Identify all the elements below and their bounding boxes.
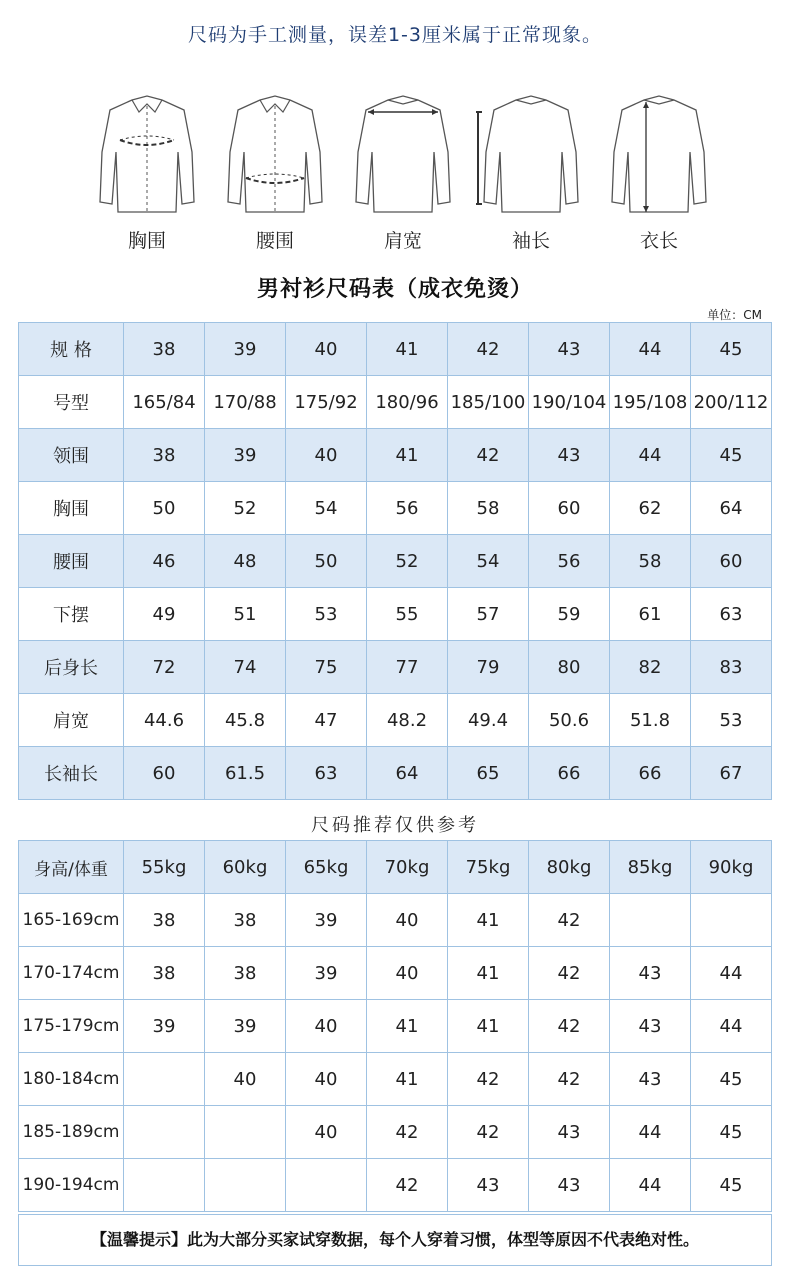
waist-figure [220,92,330,262]
table-cell: 41 [367,429,448,482]
table-cell: 55 [367,588,448,641]
chest-figure [92,92,202,262]
table-cell: 60 [691,535,772,588]
table-cell: 46 [124,535,205,588]
table-cell: 165/84 [124,376,205,429]
table-cell: 39 [205,1000,286,1053]
table-cell: 39 [286,947,367,1000]
table-cell: 42 [448,429,529,482]
table-cell: 51 [205,588,286,641]
column-header-cell: 55kg [124,841,205,894]
table-cell: 38 [124,947,205,1000]
table-cell: 43 [610,947,691,1000]
table-cell: 44 [610,1159,691,1212]
table-cell: 52 [367,535,448,588]
table-cell: 39 [205,429,286,482]
table-cell: 42 [367,1106,448,1159]
table-row [19,1159,772,1212]
table-cell: 180/96 [367,376,448,429]
recommend-table [18,840,772,1212]
table-cell: 51.8 [610,694,691,747]
table-cell: 75 [286,641,367,694]
table-cell: 39 [205,323,286,376]
table-cell: 65 [448,747,529,800]
row-header-cell: 规 格 [19,323,124,376]
table-cell: 60 [124,747,205,800]
table-cell: 59 [529,588,610,641]
table-cell: 43 [529,1159,610,1212]
table-row [19,376,772,429]
chest-label: 胸围 [127,230,166,252]
table-cell [610,894,691,947]
row-header-cell: 领围 [19,429,124,482]
column-header-cell: 80kg [529,841,610,894]
column-header-cell: 90kg [691,841,772,894]
table-cell: 77 [367,641,448,694]
table-cell: 38 [124,323,205,376]
table-cell: 41 [367,323,448,376]
measurement-figures [92,92,712,262]
shoulder-figure [348,92,458,262]
row-header-cell: 长袖长 [19,747,124,800]
table-cell: 45 [691,323,772,376]
table-cell: 74 [205,641,286,694]
recommend-table-title: 尺码推荐仅供参考 [311,815,479,836]
table-cell: 40 [286,1053,367,1106]
table-row [19,947,772,1000]
table-cell: 42 [367,1159,448,1212]
length-figure [604,92,714,262]
table-cell: 50 [124,482,205,535]
table-cell: 45 [691,429,772,482]
table-cell: 48.2 [367,694,448,747]
row-header-cell: 190-194cm [19,1159,124,1212]
shirt-sleeve-measure-icon [476,92,586,220]
table-cell [691,894,772,947]
table-cell: 42 [448,323,529,376]
table-row [19,1053,772,1106]
unit-label: 单位：CM [707,308,762,322]
table-cell: 40 [286,1106,367,1159]
table-cell: 54 [448,535,529,588]
table-cell: 39 [286,894,367,947]
table-cell: 41 [448,894,529,947]
table-cell: 83 [691,641,772,694]
table-cell: 49.4 [448,694,529,747]
table-cell: 38 [205,894,286,947]
row-header-cell: 腰围 [19,535,124,588]
shirt-waist-measure-icon [220,92,330,220]
table-cell: 67 [691,747,772,800]
table-cell: 38 [124,429,205,482]
table-cell: 62 [610,482,691,535]
sleeve-figure [476,92,586,262]
table-cell: 200/112 [691,376,772,429]
table-cell: 66 [610,747,691,800]
row-header-cell: 号型 [19,376,124,429]
table-cell: 66 [529,747,610,800]
table-cell: 56 [367,482,448,535]
table-cell: 42 [448,1106,529,1159]
table-row [19,588,772,641]
column-header-cell: 65kg [286,841,367,894]
table-cell: 64 [367,747,448,800]
table-cell: 39 [124,1000,205,1053]
row-header-cell: 170-174cm [19,947,124,1000]
table-row [19,747,772,800]
table-cell: 43 [529,1106,610,1159]
table-cell: 44 [610,1106,691,1159]
table-cell: 44 [691,1000,772,1053]
row-header-cell: 180-184cm [19,1053,124,1106]
table-cell: 79 [448,641,529,694]
table-cell [205,1106,286,1159]
table-cell: 52 [205,482,286,535]
table-cell: 44 [610,323,691,376]
row-header-cell: 175-179cm [19,1000,124,1053]
column-header-cell: 60kg [205,841,286,894]
table-cell: 43 [529,429,610,482]
table-cell: 61.5 [205,747,286,800]
table-header-row [19,841,772,894]
row-header-cell: 肩宽 [19,694,124,747]
table-cell [124,1106,205,1159]
table-row [19,323,772,376]
table-cell: 40 [205,1053,286,1106]
column-header-cell: 70kg [367,841,448,894]
table-cell: 45 [691,1106,772,1159]
table-cell: 44.6 [124,694,205,747]
table-cell: 80 [529,641,610,694]
table-cell: 45 [691,1159,772,1212]
table-cell: 47 [286,694,367,747]
shirt-shoulder-measure-icon [348,92,458,220]
table-row [19,429,772,482]
table-cell: 53 [691,694,772,747]
table-row [19,641,772,694]
table-cell: 43 [529,323,610,376]
table-cell: 195/108 [610,376,691,429]
table-cell: 38 [205,947,286,1000]
table-cell: 63 [286,747,367,800]
measurement-note: 尺码为手工测量，误差1-3厘米属于正常现象。 [187,24,603,46]
table-cell: 64 [691,482,772,535]
table-cell [124,1159,205,1212]
column-header-cell: 85kg [610,841,691,894]
table-row [19,482,772,535]
table-cell: 56 [529,535,610,588]
table-cell: 40 [367,894,448,947]
row-header-cell: 胸围 [19,482,124,535]
table-cell: 63 [691,588,772,641]
table-cell: 45.8 [205,694,286,747]
table-row [19,894,772,947]
table-cell: 61 [610,588,691,641]
table-cell: 44 [610,429,691,482]
table-cell: 42 [529,894,610,947]
shirt-length-measure-icon [604,92,714,220]
table-cell: 170/88 [205,376,286,429]
table-cell: 58 [448,482,529,535]
table-cell: 38 [124,894,205,947]
table-cell: 44 [691,947,772,1000]
column-header-cell: 75kg [448,841,529,894]
table-cell: 45 [691,1053,772,1106]
table-cell: 40 [367,947,448,1000]
table-row [19,1106,772,1159]
table-cell: 43 [610,1000,691,1053]
table-cell: 42 [529,947,610,1000]
table-cell [286,1159,367,1212]
table-cell [124,1053,205,1106]
tip-note: 【温馨提示】此为大部分买家试穿数据，每个人穿着习惯，体型等原因不代表绝对性。 [18,1214,772,1266]
table-cell: 41 [448,1000,529,1053]
table-cell: 41 [367,1000,448,1053]
table-cell: 190/104 [529,376,610,429]
table-row [19,694,772,747]
length-label: 衣长 [639,230,678,252]
table-cell: 50 [286,535,367,588]
table-cell: 185/100 [448,376,529,429]
table-row [19,535,772,588]
table-cell: 175/92 [286,376,367,429]
table-cell: 60 [529,482,610,535]
row-header-cell: 165-169cm [19,894,124,947]
size-table-title: 男衬衫尺码表（成衣免烫） [256,277,533,302]
table-cell: 42 [448,1053,529,1106]
table-row [19,1000,772,1053]
table-cell: 48 [205,535,286,588]
size-table [18,322,772,800]
table-cell: 49 [124,588,205,641]
table-cell: 41 [448,947,529,1000]
row-header-cell: 后身长 [19,641,124,694]
table-cell [205,1159,286,1212]
column-header-cell: 身高/体重 [19,841,124,894]
waist-label: 腰围 [255,230,294,252]
table-cell: 58 [610,535,691,588]
table-cell: 82 [610,641,691,694]
table-cell: 41 [367,1053,448,1106]
table-cell: 43 [448,1159,529,1212]
table-cell: 43 [610,1053,691,1106]
table-cell: 42 [529,1053,610,1106]
table-cell: 42 [529,1000,610,1053]
table-cell: 54 [286,482,367,535]
table-cell: 40 [286,1000,367,1053]
sleeve-label: 袖长 [511,230,550,252]
shoulder-label: 肩宽 [383,230,422,252]
row-header-cell: 下摆 [19,588,124,641]
table-cell: 53 [286,588,367,641]
table-cell: 40 [286,323,367,376]
shirt-chest-measure-icon [92,92,202,220]
table-cell: 57 [448,588,529,641]
row-header-cell: 185-189cm [19,1106,124,1159]
table-cell: 40 [286,429,367,482]
table-cell: 50.6 [529,694,610,747]
table-cell: 72 [124,641,205,694]
